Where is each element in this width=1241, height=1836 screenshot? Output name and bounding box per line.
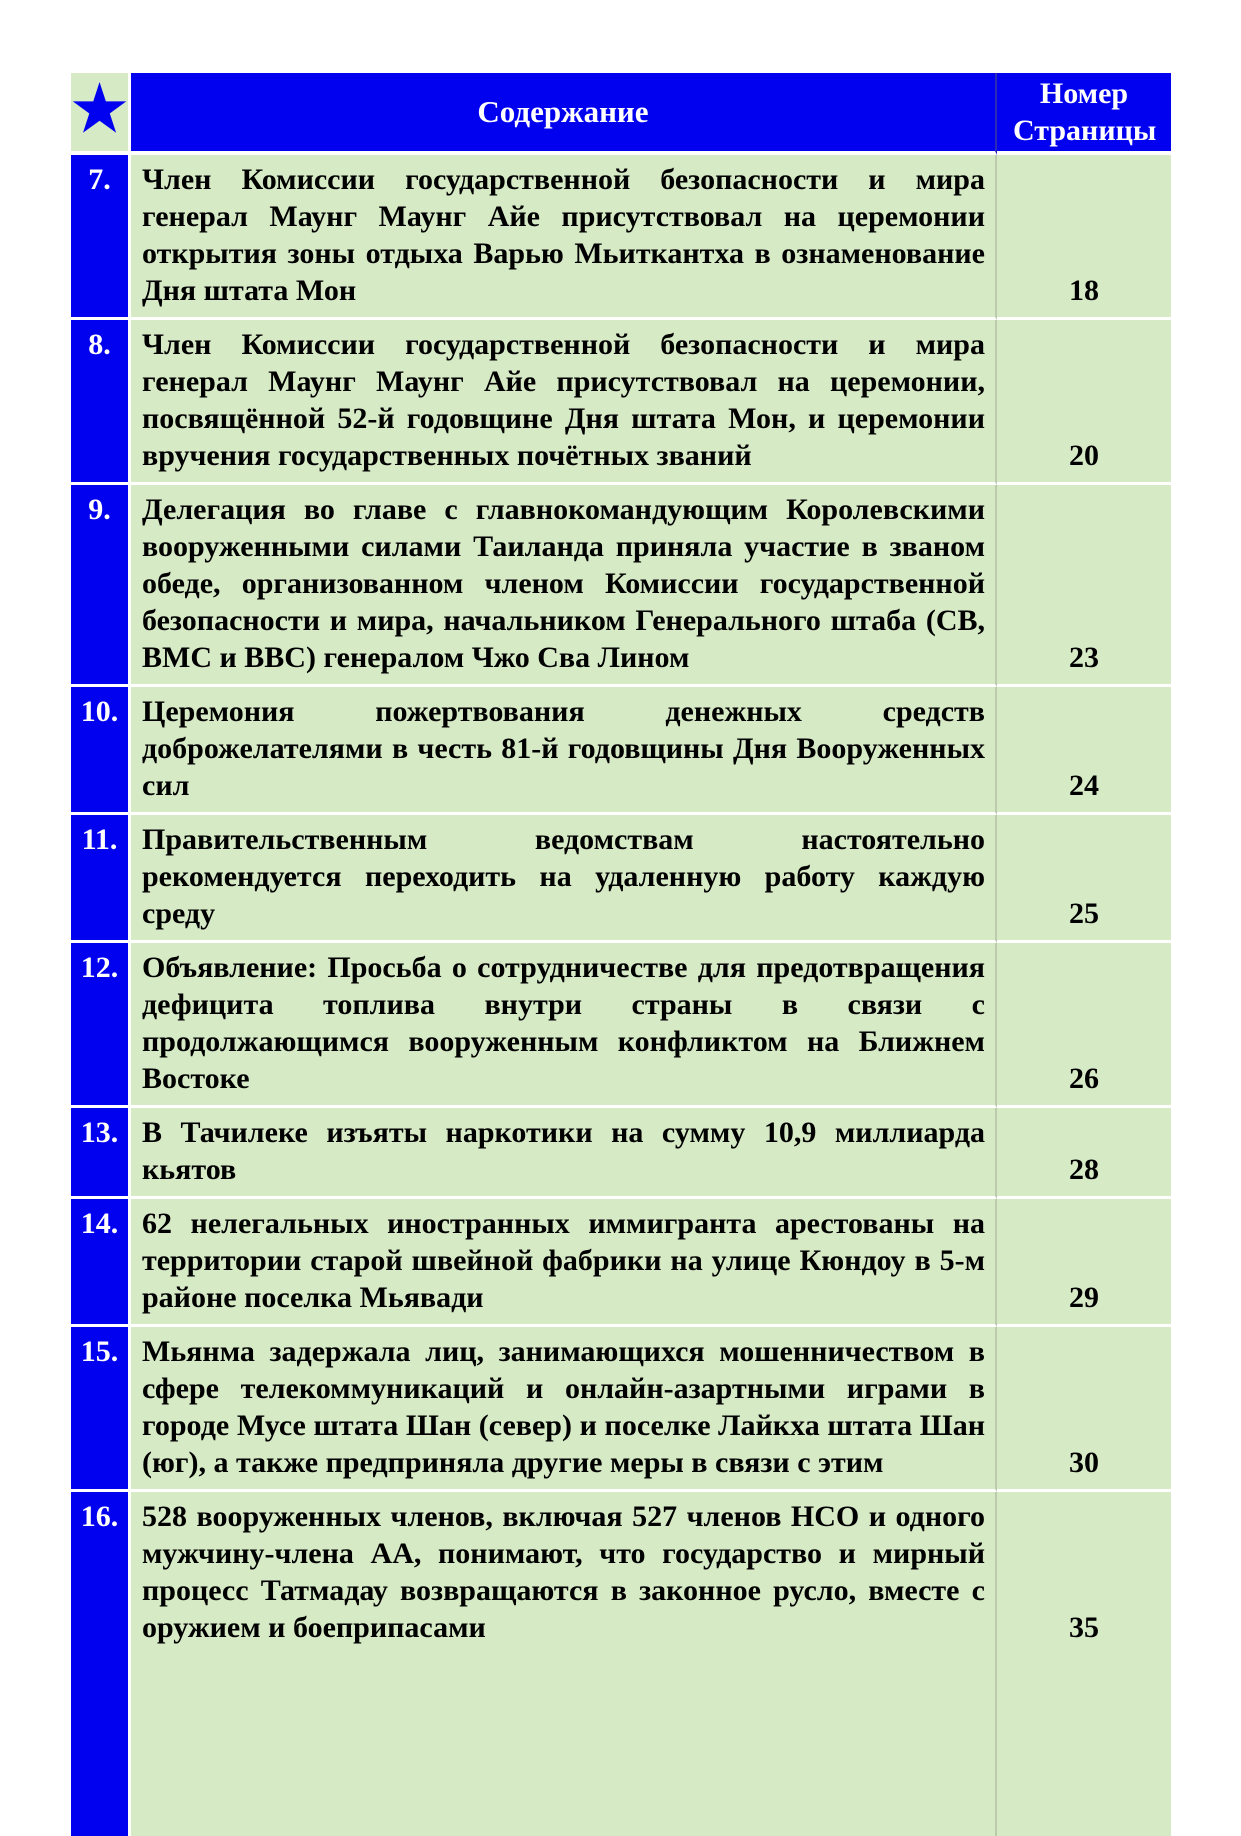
entry-number: [71, 485, 131, 687]
entry-page-number-text: 23: [1069, 641, 1099, 674]
entry-page-number: [997, 1199, 1171, 1327]
entry-page-number: [997, 1492, 1171, 1836]
entry-page-number-text: 28: [1069, 1153, 1099, 1186]
entry-page-number: [997, 943, 1171, 1108]
entry-title: Объявление: Просьба о сотрудничестве для предотвращения дефицита топлива внутри страны в связи с продолжающимся вооруженным конфликтом на Ближнем Востоке: [131, 943, 997, 1108]
entry-number: [71, 320, 131, 485]
entry-title: В Тачилеке изъяты наркотики на сумму 10,9 миллиарда кьятов: [131, 1108, 997, 1199]
entry-title: Член Комиссии государственной безопасности и мира генерал Маунг Маунг Айе присутствовал на церемонии открытия зоны отдыха Варью Мьиткантха в ознаменование Дня штата Мон: [131, 155, 997, 320]
entry-title: Церемония пожертвования денежных средств доброжелателями в честь 81-й годовщины Дня Вооруженных сил: [131, 687, 997, 815]
entry-number-text: 10.: [80, 695, 119, 728]
toc-row: [71, 815, 1171, 943]
entry-number: [71, 1327, 131, 1492]
toc-row: [71, 1108, 1171, 1199]
entry-number-text: 15.: [80, 1335, 119, 1368]
entry-title: Член Комиссии государственной безопасности и мира генерал Маунг Маунг Айе присутствовал на церемонии, посвящённой 52-й годовщине Дня штата Мон, и церемонии вручения государственных почётных званий: [131, 320, 997, 485]
entry-page-number: [997, 815, 1171, 943]
star-icon: ★: [71, 76, 128, 144]
entry-number-text: 8.: [88, 328, 111, 361]
entry-number-text: 9.: [88, 493, 111, 526]
toc-body: [71, 155, 1171, 1836]
entry-page-number-text: 26: [1069, 1062, 1099, 1095]
entry-page-number-text: 29: [1069, 1281, 1099, 1314]
entry-title: Мьянма задержала лиц, занимающихся мошенничеством в сфере телекоммуникаций и онлайн-азартными играми в городе Мусе штата Шан (север) и поселке Лайкха штата Шан (юг), а также предприняла другие меры в связи с этим: [131, 1327, 997, 1492]
entry-number: [71, 943, 131, 1108]
star-cell: [71, 73, 131, 155]
toc-row: [71, 320, 1171, 485]
entry-page-number: [997, 485, 1171, 687]
entry-number-text: 7.: [88, 163, 111, 196]
entry-number: [71, 1108, 131, 1199]
entry-number: [71, 687, 131, 815]
toc-row: [71, 155, 1171, 320]
entry-page-number-text: 18: [1069, 274, 1099, 307]
entry-page-number-text: 25: [1069, 897, 1099, 930]
entry-number-text: 13.: [80, 1116, 119, 1149]
entry-title: Делегация во главе с главнокомандующим Королевскими вооруженными силами Таиланда приняла участие в званом обеде, организованном членом Комиссии государственной безопасности и мира, начальником Генерального штаба (СВ, ВМС и ВВС) генералом Чжо Сва Лином: [131, 485, 997, 687]
entry-number: [71, 1492, 131, 1836]
toc-header-row: [71, 73, 1171, 155]
entry-page-number-text: 35: [1069, 1611, 1099, 1644]
toc-row: [71, 1199, 1171, 1327]
entry-page-number-text: 24: [1069, 769, 1099, 802]
entry-title: 62 нелегальных иностранных иммигранта арестованы на территории старой швейной фабрики на улице Кюндоу в 5-м районе поселка Мьявади: [131, 1199, 997, 1327]
entry-page-number: [997, 1327, 1171, 1492]
entry-number: [71, 155, 131, 320]
entry-number: [71, 815, 131, 943]
contents-column-header: Содержание: [131, 73, 997, 155]
entry-page-number: [997, 320, 1171, 485]
entry-page-number-text: 30: [1069, 1446, 1099, 1479]
entry-number-text: 12.: [80, 951, 119, 984]
entry-page-number: [997, 687, 1171, 815]
toc-row: [71, 943, 1171, 1108]
entry-page-number-text: 20: [1069, 439, 1099, 472]
toc-row: [71, 485, 1171, 687]
entry-title: Правительственным ведомствам настоятельно рекомендуется переходить на удаленную работу каждую среду: [131, 815, 997, 943]
entry-title: 528 вооруженных членов, включая 527 членов НСО и одного мужчину-члена АА, понимают, что государство и мирный процесс Татмадау возвращаются в законное русло, вместе с оружием и боеприпасами: [131, 1492, 997, 1836]
toc-row: [71, 687, 1171, 815]
toc-table: [71, 73, 1171, 1836]
entry-number: [71, 1199, 131, 1327]
entry-number-text: 14.: [80, 1207, 119, 1240]
toc-row: [71, 1492, 1171, 1836]
entry-page-number: [997, 155, 1171, 320]
entry-page-number: [997, 1108, 1171, 1199]
page-number-column-header: Номер Страницы: [997, 73, 1171, 155]
entry-number-text: 16.: [80, 1500, 119, 1533]
entry-number-text: 11.: [81, 823, 118, 856]
toc-row: [71, 1327, 1171, 1492]
